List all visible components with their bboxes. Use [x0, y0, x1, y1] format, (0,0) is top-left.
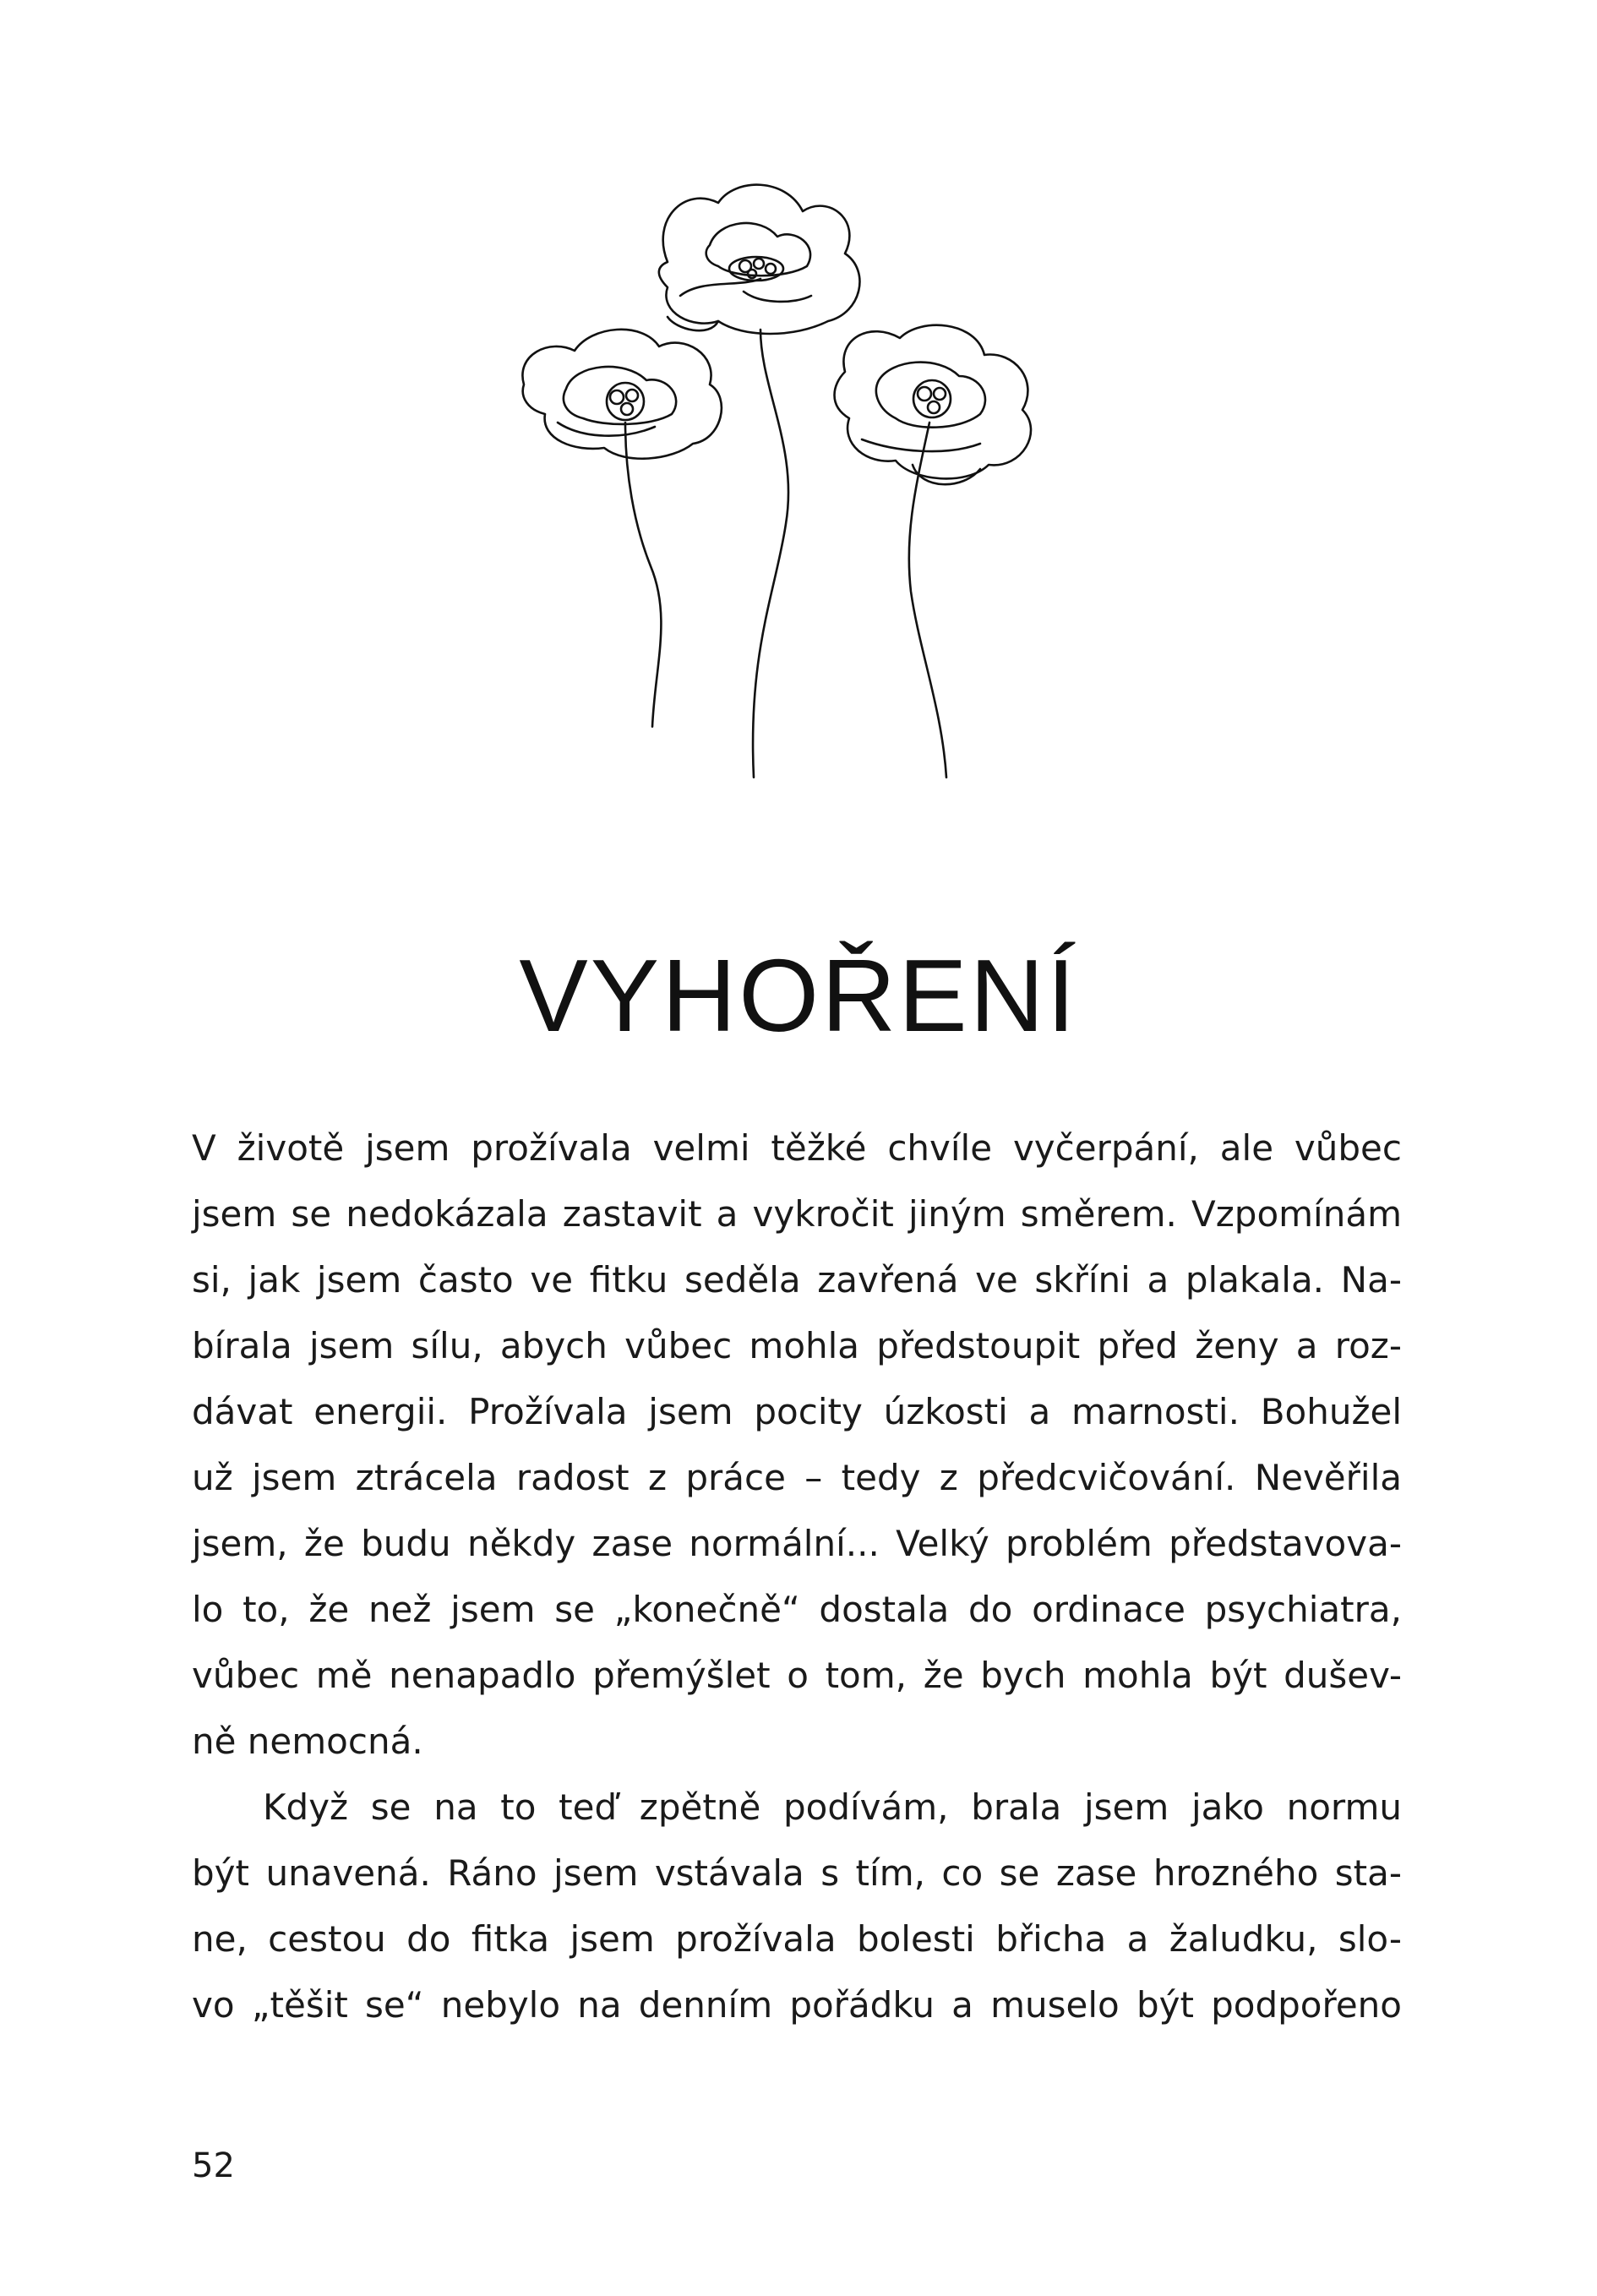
text-line: V životě jsem prožívala velmi těžké chvíle vyčerpání, ale vůbec — [192, 1127, 1402, 1169]
text-line: vo „těšit se“ nebylo na denním pořádku a muselo být podpořeno — [192, 1984, 1402, 2026]
text-line: vůbec mě nenapadlo přemýšlet o tom, že bych mohla být dušev- — [192, 1655, 1402, 1696]
paragraph — [192, 1115, 1402, 1775]
text-line: Když se na to teď zpětně podívám, brala jsem jako normu — [263, 1786, 1402, 1828]
chapter-title: VYHOŘENÍ — [519, 937, 1078, 1053]
text-line: být unavená. Ráno jsem vstávala s tím, co se zase hrozného sta- — [192, 1852, 1402, 1894]
text-line: ne, cestou do fitka jsem prožívala bolesti břicha a žaludku, slo- — [192, 1918, 1402, 1960]
text-line: si, jak jsem často ve fitku seděla zavřená ve skříni a plakala. Na- — [192, 1259, 1402, 1301]
text-line: bírala jsem sílu, abych vůbec mohla předstoupit před ženy a roz- — [192, 1325, 1402, 1366]
paragraph — [192, 1775, 1402, 2038]
text-line: jsem, že budu někdy zase normální... Velký problém představova- — [192, 1523, 1402, 1564]
text-line: jsem se nedokázala zastavit a vykročit jiným směrem. Vzpomínám — [192, 1193, 1402, 1235]
page-number: 52 — [192, 2146, 235, 2185]
text-line: dávat energii. Prožívala jsem pocity úzkosti a marnosti. Bohužel — [192, 1391, 1402, 1432]
chapter-body — [192, 1115, 1402, 2038]
text-line: už jsem ztrácela radost z práce – tedy z předcvičování. Nevěřila — [192, 1457, 1402, 1498]
text-line: lo to, že než jsem se „konečně“ dostala do ordinace psychiatra, — [192, 1589, 1402, 1630]
text-line: ně nemocná. — [192, 1721, 423, 1762]
poppy-flowers-icon — [507, 169, 1098, 794]
